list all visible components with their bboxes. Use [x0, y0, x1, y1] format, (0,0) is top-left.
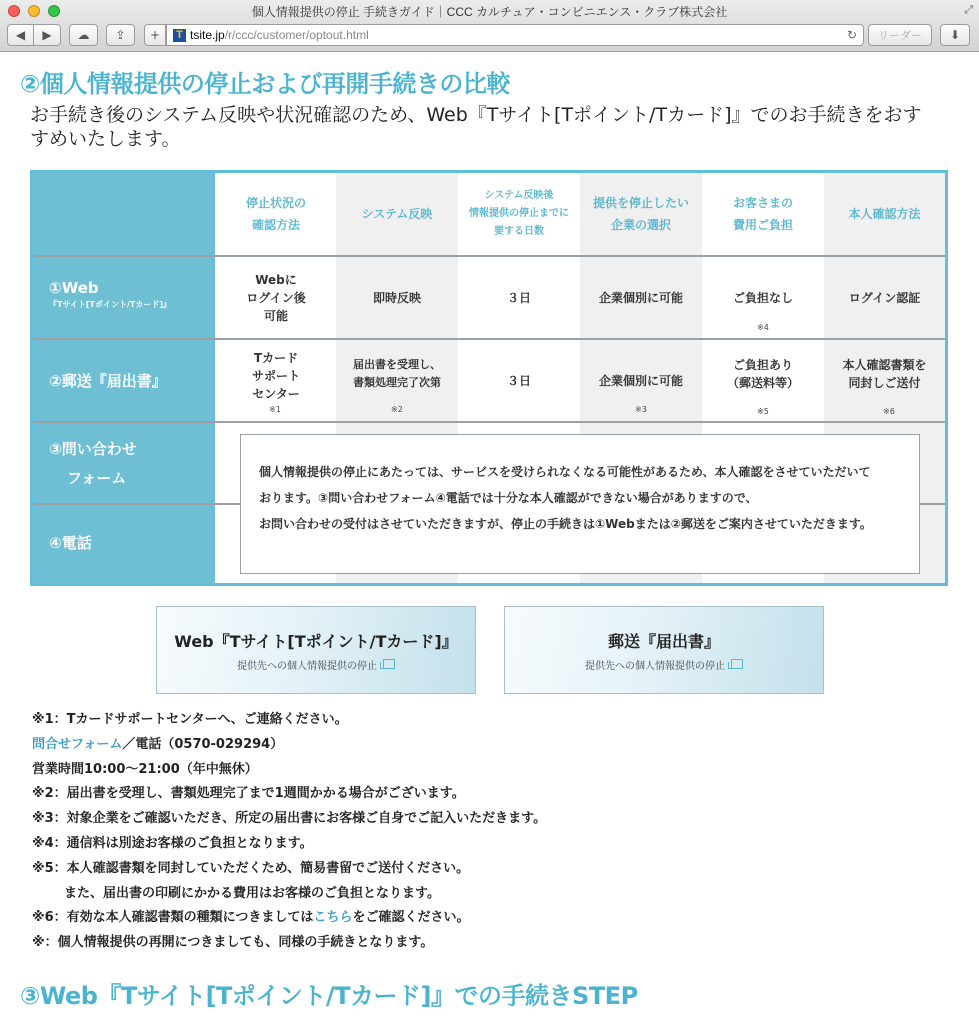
- reader-button[interactable]: リーダー: [868, 24, 932, 46]
- header-text: システム反映後: [484, 190, 554, 201]
- browser-chrome: [0, 0, 979, 52]
- cell-text: Webに: [255, 272, 297, 287]
- header-text: お客さまの: [732, 196, 793, 210]
- mail-identity-check-note: ※6: [883, 407, 895, 416]
- forward-arrow-icon: ▶: [42, 28, 52, 42]
- note-5: ※5：本人確認書類を同封していただくため、簡易書留でご送付ください。: [32, 860, 470, 876]
- note-hours: 営業時間10:00～21:00（年中無休）: [32, 761, 258, 777]
- row-label-mail: ②郵送『届出書』: [49, 372, 167, 390]
- forward-button[interactable]: [34, 24, 61, 46]
- cell-text: 本人確認書類を: [842, 358, 927, 372]
- row-label-text: フォーム: [67, 469, 127, 487]
- web-cost: ご負担なし: [732, 290, 793, 305]
- notice-box: [240, 434, 920, 574]
- mail-check-method: [215, 340, 337, 412]
- external-window-icon: [731, 659, 743, 669]
- header-customer-cost: [702, 173, 824, 255]
- header-text: 費用ご負担: [732, 218, 793, 232]
- note-3: ※3：対象企業をご確認いただき、所定の届出書にお客様ご自身でご記入いただきます。: [32, 811, 547, 827]
- header-text: システム反映: [361, 207, 433, 221]
- cell-text: サポート: [251, 369, 300, 383]
- mail-identity-check: [824, 340, 945, 408]
- reload-icon[interactable]: ↻: [846, 28, 857, 42]
- cell-text: ログイン後: [246, 290, 306, 305]
- contact-form-link[interactable]: 問合せフォーム: [32, 736, 123, 752]
- row-label-text: ①Web: [49, 279, 99, 297]
- downloads-button[interactable]: [940, 24, 970, 46]
- header-text: 確認方法: [251, 218, 300, 232]
- row-label-form: [49, 435, 137, 493]
- cell-text: 書類処理完了次第: [353, 376, 441, 389]
- note-2: ※2：届出書を受理し、書類処理完了まで1週間かかる場合がございます。: [32, 786, 465, 802]
- web-system-reflect: 即時反映: [372, 290, 421, 305]
- note-6-text: をご確認ください。: [352, 910, 470, 926]
- mail-system-reflect-note: ※2: [391, 405, 403, 414]
- cell-text: センター: [252, 387, 300, 401]
- fullscreen-icon[interactable]: ⤢: [964, 3, 973, 16]
- web-identity-check: ログイン認証: [848, 290, 921, 305]
- notice-line: おります。③問い合わせフォーム④電話では十分な本人確認ができない場合がありますので、: [259, 491, 758, 505]
- note-6-text: ※6：有効な本人確認書類の種類につきましては: [32, 910, 314, 926]
- header-text: 要する日数: [494, 226, 544, 237]
- web-check-method: [215, 257, 337, 338]
- notice-line: お問い合わせの受付はさせていただきますが、停止の手続きは①Webまたは②郵送をご案内させていただきます。: [259, 517, 872, 531]
- header-days-required: [458, 173, 580, 255]
- header-company-selection: [580, 173, 702, 255]
- note-1: ※1：Tカードサポートセンターへ、ご連絡ください。: [32, 712, 348, 727]
- external-window-icon: [383, 659, 395, 669]
- mail-company-selection-note: ※3: [635, 405, 647, 414]
- header-system-reflect: [336, 173, 458, 255]
- cell-text: 同封しご送付: [848, 376, 921, 390]
- comparison-table: [30, 170, 948, 586]
- mail-company-selection: 企業個別に可能: [598, 373, 683, 388]
- web-procedure-button[interactable]: [156, 606, 476, 694]
- mail-procedure-button[interactable]: [504, 606, 824, 694]
- note-4: ※4：通信料は別途お客様のご負担となります。: [32, 835, 313, 851]
- mail-button-subtitle: [585, 657, 743, 672]
- note-5b: また、届出書の印刷にかかる費用はお客様のご負担となります。: [64, 885, 440, 901]
- url-host: tsite.jp: [190, 28, 225, 42]
- web-days: ３日: [506, 290, 531, 305]
- row-label-phone: ④電話: [49, 534, 92, 552]
- mail-system-reflect: [336, 340, 458, 408]
- section2-lead: お手続き後のシステム反映や状況確認のため、Web『Tサイト[Tポイント/Tカード]』でのお手続きをおすすめいたします。: [30, 104, 922, 150]
- contact-phone-text: ／電話（0570-029294）: [122, 736, 284, 752]
- url-path: /r/ccc/customer/optout.html: [224, 28, 369, 42]
- mail-days: ３日: [506, 373, 531, 388]
- row-sublabel-text: 『Tサイト[Tポイント/Tカード]』: [49, 300, 172, 309]
- header-text: 停止状況の: [245, 196, 306, 210]
- download-icon: ⬇: [949, 28, 961, 42]
- notice-line: 個人情報提供の停止にあたっては、サービスを受けられなくなる可能性があるため、本人確認をさせていただいて: [259, 465, 871, 479]
- header-text: 企業の選択: [610, 218, 671, 232]
- footnotes: [32, 708, 932, 956]
- plus-icon: +: [149, 28, 161, 42]
- mail-button-title: 郵送『届出書』: [607, 631, 720, 651]
- share-button[interactable]: [106, 24, 135, 46]
- back-button[interactable]: [7, 24, 34, 46]
- site-favicon-icon: T: [173, 29, 186, 42]
- section3-heading: ③Web『Tサイト[Tポイント/Tカード]』での手続きSTEP: [20, 982, 638, 1010]
- mail-check-method-note: ※1: [269, 405, 281, 414]
- mail-button-subtitle-text: 提供先への個人情報提供の停止: [585, 660, 725, 672]
- section2-heading: ②個人情報提供の停止および再開手続きの比較: [20, 70, 510, 98]
- cell-text: ご負担あり: [732, 358, 793, 372]
- address-bar[interactable]: [166, 24, 864, 46]
- cell-text: 可能: [263, 308, 288, 323]
- web-button-subtitle: [237, 657, 395, 672]
- row-divider: [33, 421, 945, 423]
- row-label-web: [49, 279, 171, 310]
- header-check-method: [215, 173, 337, 255]
- cell-text: 届出書を受理し、: [353, 358, 441, 371]
- header-text: 本人確認方法: [848, 207, 921, 221]
- cell-text: （郵送料等）: [726, 376, 799, 390]
- web-button-subtitle-text: 提供先への個人情報提供の停止: [237, 660, 377, 672]
- window-title: 個人情報提供の停止 手続きガイド｜CCC カルチュア・コンビニエンス・クラブ株式会社: [251, 5, 728, 19]
- note-7: ※：個人情報提供の再開につきましても、同様の手続きとなります。: [32, 935, 434, 951]
- icloud-tabs-button[interactable]: [69, 24, 98, 46]
- id-documents-link[interactable]: こちら: [313, 910, 353, 926]
- note-6: [32, 906, 932, 931]
- cloud-icon: ☁: [77, 28, 90, 42]
- note-contact: [32, 733, 932, 758]
- header-text: 情報提供の停止までに: [469, 208, 569, 219]
- cell-text: Tカード: [253, 351, 299, 365]
- back-arrow-icon: ◀: [15, 28, 26, 42]
- header-identity-check: [824, 173, 945, 255]
- web-cost-note: ※4: [757, 323, 769, 332]
- mail-cost: [702, 340, 824, 408]
- mail-cost-note: ※5: [757, 407, 769, 416]
- header-text: 提供を停止したい: [592, 196, 689, 210]
- add-bookmark-button[interactable]: [144, 24, 166, 46]
- row-label-text: ③問い合わせ: [49, 440, 137, 458]
- web-button-title: Web『Tサイト[Tポイント/Tカード]』: [174, 631, 458, 651]
- share-icon: ⇪: [115, 28, 126, 42]
- web-company-selection: 企業個別に可能: [598, 290, 683, 305]
